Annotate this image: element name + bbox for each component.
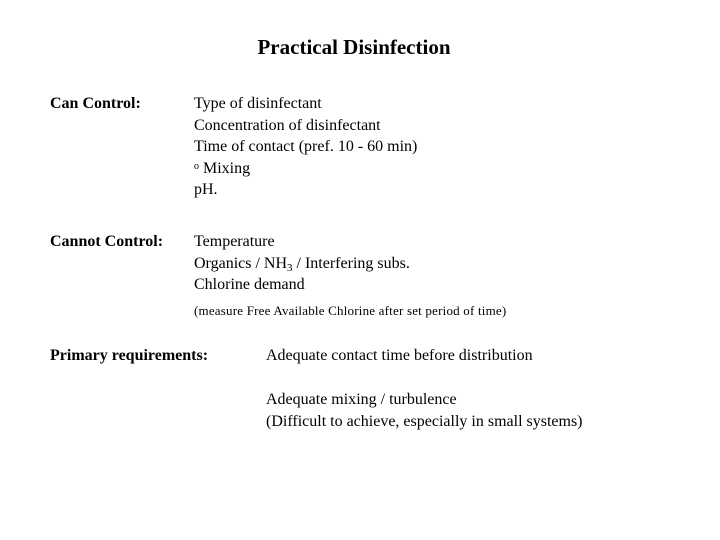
organics-text-rest: / Interfering subs.	[292, 254, 410, 272]
cannot-control-list	[194, 231, 506, 321]
can-control-list	[194, 93, 417, 201]
cannot-control-note: (measure Free Available Chlorine after set period of time)	[194, 302, 507, 318]
can-control-label: Can Control:	[50, 95, 141, 112]
organics-text: Organics / NH	[194, 254, 288, 272]
can-control-item-mixing	[194, 158, 417, 180]
requirement-2-line1: Adequate mixing / turbulence	[266, 391, 457, 408]
slide-title: Practical Disinfection	[257, 35, 451, 59]
primary-requirement-2	[266, 389, 583, 433]
can-control-item: Type of disinfectant	[194, 95, 322, 112]
cannot-control-item: Chlorine demand	[194, 276, 305, 293]
primary-requirements-label: Primary requirements:	[50, 347, 209, 364]
can-control-item: Concentration of disinfectant	[194, 116, 381, 134]
primary-requirement-1: Adequate contact time before distribution	[266, 347, 533, 364]
cannot-control-item: Temperature	[194, 233, 275, 250]
cannot-control-label: Cannot Control:	[50, 233, 164, 250]
can-control-item-label: Mixing	[203, 159, 251, 177]
can-control-item: pH.	[194, 181, 218, 198]
degree-mark: o	[194, 160, 199, 172]
cannot-control-item-organics	[194, 253, 506, 275]
nh3-subscript: 3	[287, 261, 293, 274]
can-control-item: Time of contact (pref. 10 - 60 min)	[194, 138, 418, 155]
requirement-2-line2: (Difficult to achieve, especially in small systems)	[266, 413, 583, 430]
